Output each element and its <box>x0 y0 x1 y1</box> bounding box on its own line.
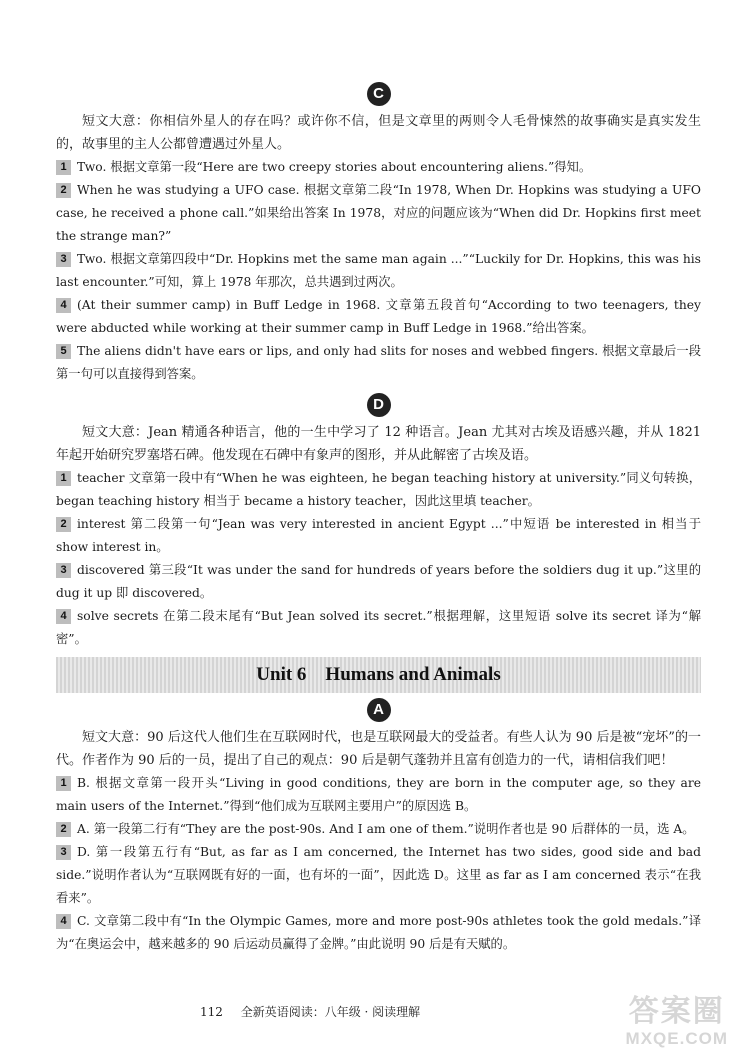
answer-text: The aliens didn't have ears or lips, and only had slits for noses and webbed fingers. 根据文章最后一段第一句可以直接得到答案。 <box>56 344 701 381</box>
watermark-logo <box>626 995 728 1049</box>
summary-c: 短文大意：你相信外星人的存在吗？或许你不信，但是文章里的两则令人毛骨悚然的故事确实是真实发生的，故事里的主人公都曾遭遇过外星人。 <box>56 114 701 152</box>
unit-heading-bar <box>56 657 701 693</box>
answer-number: 1 <box>56 160 71 175</box>
book-title: 全新英语阅读：八年级 · 阅读理解 <box>240 1005 421 1019</box>
answer-item <box>56 559 701 605</box>
answer-item <box>56 910 701 956</box>
answer-item <box>56 467 701 513</box>
answer-item <box>56 513 701 559</box>
answer-item <box>56 248 701 294</box>
watermark-text: 答案圈 <box>628 995 725 1028</box>
answer-text: B. 根据文章第一段开头“Living in good conditions, they are born in the computer age, so they are main users of the Internet.”得到“他们成为互联网主要用户”的原因选 B。 <box>56 776 701 813</box>
answer-item <box>56 605 701 651</box>
section-d <box>56 393 701 651</box>
section-a <box>56 698 701 956</box>
answer-text: discovered 第三段“It was under the sand for hundreds of years before the soldiers dug it up.”这里的 dug it up 即 discovered。 <box>56 563 701 600</box>
answer-item <box>56 340 701 386</box>
answer-text: interest 第二段第一句“Jean was very interested in ancient Egypt ...”中短语 be interested in 相当于 show interest in。 <box>56 517 701 554</box>
summary-d: 短文大意：Jean 精通各种语言，他的一生中学习了 12 种语言。Jean 尤其对古埃及语感兴趣，并从 1821 年起开始研究罗塞塔石碑。他发现在石碑中有象声的图形，并从此解密了古埃及语。 <box>56 425 701 463</box>
page-number: 112 <box>200 1005 223 1019</box>
answer-number: 1 <box>56 776 71 791</box>
answer-text: (At their summer camp) in Buff Ledge in 1968. 文章第五段首句“According to two teenagers, they were abducted while working at their summer camp in Buff Ledge in 1968.”给出答案。 <box>56 298 701 335</box>
answer-number: 5 <box>56 344 71 359</box>
answer-text: Two. 根据文章第四段中“Dr. Hopkins met the same man again ...”“Luckily for Dr. Hopkins, this was his last encounter.”可知，算上 1978 年那次，总共遇到过两次。 <box>56 252 701 289</box>
answer-text: When he was studying a UFO case. 根据文章第二段“In 1978, When Dr. Hopkins was studying a UFO case, he received a phone call.”如果给出答案 In 1978，对应的问题应该为“When did Dr. Hopkins first meet the strange man?” <box>56 183 701 243</box>
answer-item <box>56 772 701 818</box>
answer-item <box>56 818 701 841</box>
section-badge-c: C <box>367 82 391 106</box>
answer-text: teacher 文章第一段中有“When he was eighteen, he began teaching history at university.”同义句转换，began teaching history 相当于 became a history teacher，因此这里填 teacher。 <box>56 471 701 508</box>
answer-item <box>56 294 701 340</box>
answer-text: C. 文章第二段中有“In the Olympic Games, more and more post-90s athletes took the gold medals.”译为“在奥运会中，越来越多的 90 后运动员赢得了金牌。”由此说明 90 后是有天赋的。 <box>56 914 701 951</box>
section-badge-a: A <box>367 698 391 722</box>
answer-number: 3 <box>56 845 71 860</box>
answer-number: 1 <box>56 471 71 486</box>
answer-number: 3 <box>56 563 71 578</box>
answer-item <box>56 156 701 179</box>
answer-number: 4 <box>56 298 71 313</box>
answer-number: 3 <box>56 252 71 267</box>
section-badge-d: D <box>367 393 391 417</box>
section-c <box>56 82 701 386</box>
answer-number: 2 <box>56 822 71 837</box>
answer-text: Two. 根据文章第一段“Here are two creepy stories about encountering aliens.”得知。 <box>77 160 592 174</box>
watermark-url: MXQE.COM <box>625 1029 728 1048</box>
answer-text: D. 第一段第五行有“But, as far as I am concerned, the Internet has two sides, good side and bad side.”说明作者认为“互联网既有好的一面，也有坏的一面”，因此选 D。这里 as far as I am concerned 表示“在我看来”。 <box>56 845 701 905</box>
answer-number: 4 <box>56 914 71 929</box>
page-footer <box>200 1003 434 1020</box>
unit-title: Unit 6 Humans and Animals <box>256 664 501 685</box>
answer-text: A. 第一段第二行有“They are the post-90s. And I am one of them.”说明作者也是 90 后群体的一员，选 A。 <box>77 822 695 836</box>
answer-text: solve secrets 在第二段末尾有“But Jean solved its secret.”根据理解，这里短语 solve its secret 译为“解密”。 <box>56 609 701 646</box>
answer-item <box>56 179 701 248</box>
answer-item <box>56 841 701 910</box>
answer-number: 2 <box>56 183 71 198</box>
answer-number: 4 <box>56 609 71 624</box>
summary-a: 短文大意：90 后这代人他们生在互联网时代，也是互联网最大的受益者。有些人认为 90 后是被“宠坏”的一代。作者作为 90 后的一员，提出了自己的观点：90 后是朝气蓬勃并且富有创造力的一代，请相信我们吧！ <box>56 730 701 768</box>
answer-number: 2 <box>56 517 71 532</box>
